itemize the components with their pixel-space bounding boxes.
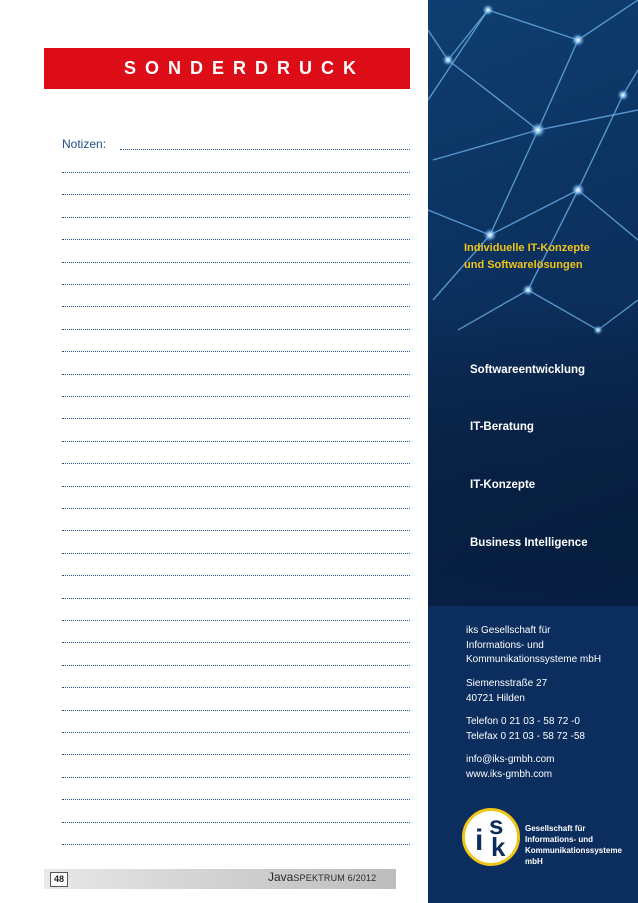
service-label: Softwareentwicklung bbox=[470, 364, 586, 376]
note-line bbox=[62, 418, 410, 419]
note-line bbox=[62, 754, 410, 755]
city: 40721 Hilden bbox=[466, 692, 525, 704]
note-line bbox=[62, 844, 410, 845]
note-line bbox=[62, 777, 410, 778]
company-name-3: Kommunikationssysteme mbH bbox=[466, 654, 602, 665]
service-bi bbox=[470, 537, 588, 549]
note-line bbox=[62, 553, 410, 554]
note-line bbox=[62, 732, 410, 733]
note-line bbox=[62, 351, 410, 352]
journal-main: Java bbox=[268, 870, 294, 884]
phone: Telefon 0 21 03 - 58 72 -0 bbox=[466, 716, 580, 727]
slogan bbox=[464, 240, 590, 274]
logo-caption-3: Kommunikationssysteme mbH bbox=[525, 846, 622, 866]
street-address bbox=[466, 677, 547, 706]
note-line bbox=[62, 329, 410, 330]
note-line bbox=[62, 799, 410, 800]
website-link[interactable]: www.iks-gmbh.com bbox=[466, 768, 553, 780]
street: Siemensstraße 27 bbox=[466, 678, 548, 689]
note-line bbox=[62, 508, 410, 509]
note-line bbox=[62, 172, 410, 173]
service-label: IT-Konzepte bbox=[470, 479, 536, 491]
note-line bbox=[62, 217, 410, 218]
note-line bbox=[62, 306, 410, 307]
service-concepts bbox=[470, 479, 535, 491]
network-graphic bbox=[428, 0, 638, 606]
service-label: Business Intelligence bbox=[470, 537, 588, 549]
note-line bbox=[62, 710, 410, 711]
logo-caption-1: Gesellschaft für bbox=[525, 824, 586, 833]
notes-label: Notizen: bbox=[62, 137, 107, 151]
note-line bbox=[62, 822, 410, 823]
note-line bbox=[62, 396, 410, 397]
fax: Telefax 0 21 03 - 58 72 -58 bbox=[466, 730, 585, 742]
company-name-1: iks Gesellschaft für bbox=[466, 625, 551, 636]
note-line bbox=[62, 530, 410, 531]
service-software bbox=[470, 364, 585, 376]
note-line bbox=[62, 262, 410, 263]
note-line bbox=[62, 598, 410, 599]
note-line bbox=[62, 441, 410, 442]
slogan-line-2: und Softwarelösungen bbox=[464, 259, 583, 271]
phone-block bbox=[466, 715, 585, 744]
note-line bbox=[120, 149, 410, 150]
note-line bbox=[62, 620, 410, 621]
journal-title bbox=[268, 870, 376, 884]
slogan-line-1: Individuelle IT-Konzepte bbox=[464, 242, 590, 254]
sonderdruck-banner bbox=[44, 48, 410, 89]
company-name-2: Informations- und bbox=[466, 639, 544, 651]
journal-rest: SPEKTRUM 6/2012 bbox=[293, 873, 377, 883]
page-number: 48 bbox=[50, 872, 68, 887]
email-link[interactable]: info@iks-gmbh.com bbox=[466, 754, 555, 765]
note-line bbox=[62, 642, 410, 643]
note-line bbox=[62, 194, 410, 195]
note-line bbox=[62, 463, 410, 464]
note-line bbox=[62, 687, 410, 688]
web-block bbox=[466, 753, 555, 782]
note-line bbox=[62, 374, 410, 375]
note-line bbox=[62, 575, 410, 576]
note-line bbox=[62, 665, 410, 666]
company-address bbox=[466, 624, 601, 668]
logo-caption-2: Informations- und bbox=[525, 835, 593, 844]
note-line bbox=[62, 486, 410, 487]
note-line bbox=[62, 284, 410, 285]
network-lines-graphic bbox=[428, 0, 638, 606]
service-label: IT-Beratung bbox=[470, 421, 534, 433]
banner-title: SONDERDRUCK bbox=[124, 58, 366, 78]
note-line bbox=[62, 239, 410, 240]
logo-caption bbox=[525, 823, 638, 867]
service-consulting bbox=[470, 421, 534, 433]
